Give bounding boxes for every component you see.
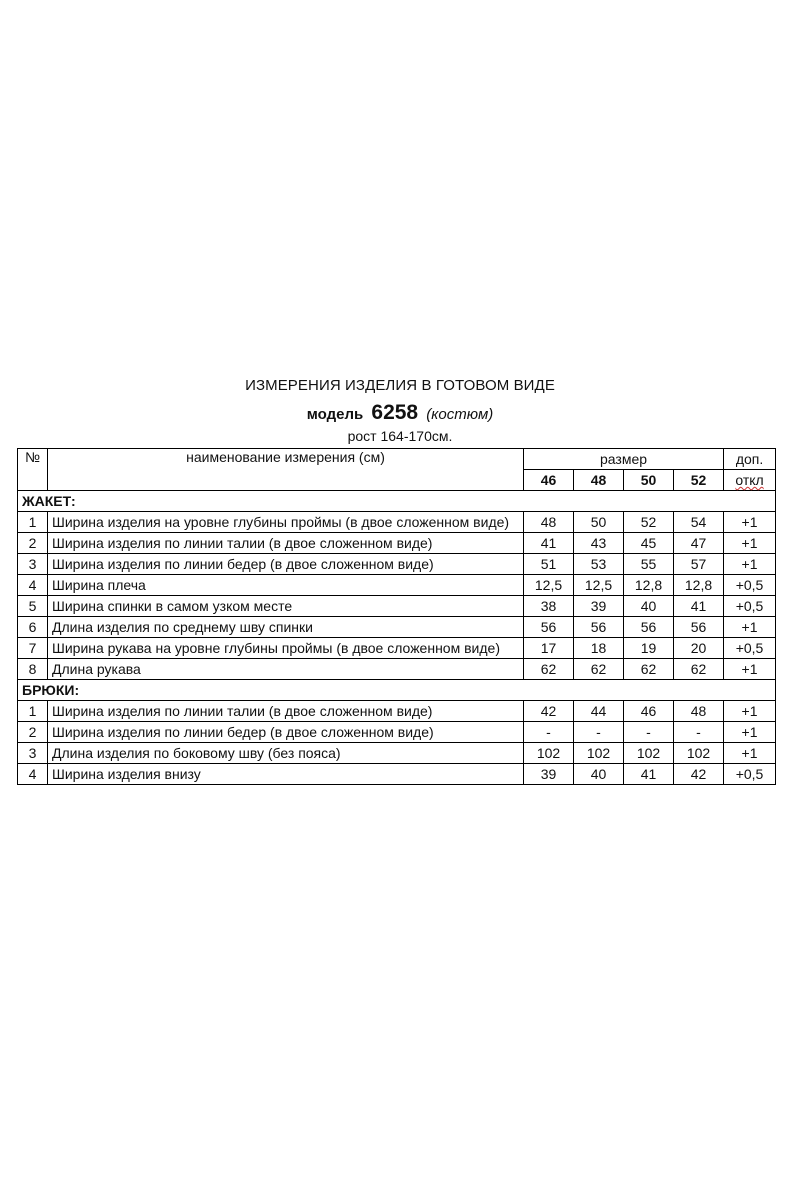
value-size-52: 12,8 xyxy=(674,575,724,596)
tolerance-value: +0,5 xyxy=(724,764,776,785)
value-size-48: 102 xyxy=(574,743,624,764)
value-size-48: 39 xyxy=(574,596,624,617)
row-number: 3 xyxy=(18,743,48,764)
tolerance-value: +0,5 xyxy=(724,596,776,617)
section-title: БРЮКИ: xyxy=(18,680,776,701)
document-title: ИЗМЕРЕНИЯ ИЗДЕЛИЯ В ГОТОВОМ ВИДЕ xyxy=(245,377,555,394)
row-number: 6 xyxy=(18,617,48,638)
col-number-header: № xyxy=(18,449,48,491)
size-46-header: 46 xyxy=(524,470,574,491)
measurement-table xyxy=(17,448,776,785)
value-size-48: 40 xyxy=(574,764,624,785)
table-row xyxy=(18,638,776,659)
col-tolerance-header-top: доп. xyxy=(724,449,776,470)
tolerance-value: +1 xyxy=(724,554,776,575)
measurement-name: Ширина изделия внизу xyxy=(48,764,524,785)
value-size-52: 62 xyxy=(674,659,724,680)
value-size-46: 56 xyxy=(524,617,574,638)
row-number: 2 xyxy=(18,533,48,554)
section-row xyxy=(18,491,776,512)
table-row xyxy=(18,575,776,596)
value-size-50: 19 xyxy=(624,638,674,659)
value-size-48: 44 xyxy=(574,701,624,722)
value-size-52: 102 xyxy=(674,743,724,764)
measurement-name: Ширина рукава на уровне глубины проймы (в двое сложенном виде) xyxy=(48,638,524,659)
row-number: 7 xyxy=(18,638,48,659)
row-number: 5 xyxy=(18,596,48,617)
value-size-48: - xyxy=(574,722,624,743)
model-line xyxy=(0,401,800,425)
measurement-name: Ширина изделия по линии бедер (в двое сложенном виде) xyxy=(48,722,524,743)
value-size-50: 52 xyxy=(624,512,674,533)
col-size-header: размер xyxy=(524,449,724,470)
row-number: 8 xyxy=(18,659,48,680)
value-size-50: 12,8 xyxy=(624,575,674,596)
value-size-48: 62 xyxy=(574,659,624,680)
value-size-50: 45 xyxy=(624,533,674,554)
measurement-name: Ширина изделия по линии бедер (в двое сложенном виде) xyxy=(48,554,524,575)
value-size-46: 41 xyxy=(524,533,574,554)
value-size-48: 56 xyxy=(574,617,624,638)
table-row xyxy=(18,659,776,680)
value-size-48: 43 xyxy=(574,533,624,554)
height-range: рост 164-170см. xyxy=(347,428,453,444)
value-size-50: 40 xyxy=(624,596,674,617)
measurement-name: Ширина плеча xyxy=(48,575,524,596)
value-size-52: 47 xyxy=(674,533,724,554)
size-48-header: 48 xyxy=(574,470,624,491)
tolerance-value: +1 xyxy=(724,722,776,743)
value-size-50: - xyxy=(624,722,674,743)
tolerance-value: +1 xyxy=(724,533,776,554)
value-size-52: 54 xyxy=(674,512,724,533)
row-number: 1 xyxy=(18,701,48,722)
table-row xyxy=(18,764,776,785)
value-size-52: 56 xyxy=(674,617,724,638)
table-row xyxy=(18,617,776,638)
value-size-52: 20 xyxy=(674,638,724,659)
table-header-row-1 xyxy=(18,449,776,470)
section-title: ЖАКЕТ: xyxy=(18,491,776,512)
value-size-46: 17 xyxy=(524,638,574,659)
value-size-46: 38 xyxy=(524,596,574,617)
tolerance-value: +1 xyxy=(724,659,776,680)
size-50-header: 50 xyxy=(624,470,674,491)
col-name-header: наименование измерения (см) xyxy=(48,449,524,491)
value-size-48: 53 xyxy=(574,554,624,575)
table-row xyxy=(18,722,776,743)
measurement-name: Ширина спинки в самом узком месте xyxy=(48,596,524,617)
value-size-52: 57 xyxy=(674,554,724,575)
measurement-name: Ширина изделия по линии талии (в двое сложенном виде) xyxy=(48,533,524,554)
value-size-46: 42 xyxy=(524,701,574,722)
measurement-name: Ширина изделия по линии талии (в двое сложенном виде) xyxy=(48,701,524,722)
value-size-50: 56 xyxy=(624,617,674,638)
table-row xyxy=(18,533,776,554)
value-size-50: 102 xyxy=(624,743,674,764)
value-size-50: 41 xyxy=(624,764,674,785)
value-size-52: 41 xyxy=(674,596,724,617)
value-size-46: 48 xyxy=(524,512,574,533)
table-row xyxy=(18,743,776,764)
value-size-50: 55 xyxy=(624,554,674,575)
value-size-50: 62 xyxy=(624,659,674,680)
value-size-46: 51 xyxy=(524,554,574,575)
model-number: 6258 xyxy=(371,401,419,424)
value-size-48: 50 xyxy=(574,512,624,533)
value-size-52: - xyxy=(674,722,724,743)
tolerance-value: +0,5 xyxy=(724,638,776,659)
row-number: 4 xyxy=(18,764,48,785)
value-size-46: 12,5 xyxy=(524,575,574,596)
measurement-name: Ширина изделия на уровне глубины проймы (в двое сложенном виде) xyxy=(48,512,524,533)
measurement-name: Длина изделия по боковому шву (без пояса) xyxy=(48,743,524,764)
measurement-name: Длина рукава xyxy=(48,659,524,680)
value-size-46: 62 xyxy=(524,659,574,680)
value-size-50: 46 xyxy=(624,701,674,722)
table-row xyxy=(18,701,776,722)
row-number: 1 xyxy=(18,512,48,533)
row-number: 3 xyxy=(18,554,48,575)
model-label: модель xyxy=(306,406,364,423)
row-number: 4 xyxy=(18,575,48,596)
tolerance-value: +1 xyxy=(724,743,776,764)
tolerance-value: +1 xyxy=(724,617,776,638)
table-row xyxy=(18,512,776,533)
table-row xyxy=(18,596,776,617)
value-size-46: 39 xyxy=(524,764,574,785)
section-row xyxy=(18,680,776,701)
value-size-52: 42 xyxy=(674,764,724,785)
tolerance-value: +1 xyxy=(724,512,776,533)
tolerance-value: +0,5 xyxy=(724,575,776,596)
value-size-48: 12,5 xyxy=(574,575,624,596)
value-size-48: 18 xyxy=(574,638,624,659)
model-kind: (костюм) xyxy=(426,406,494,423)
tolerance-value: +1 xyxy=(724,701,776,722)
value-size-46: 102 xyxy=(524,743,574,764)
value-size-46: - xyxy=(524,722,574,743)
col-tolerance-header-bottom: откл xyxy=(724,470,776,491)
measurement-name: Длина изделия по среднему шву спинки xyxy=(48,617,524,638)
size-52-header: 52 xyxy=(674,470,724,491)
row-number: 2 xyxy=(18,722,48,743)
value-size-52: 48 xyxy=(674,701,724,722)
table-row xyxy=(18,554,776,575)
